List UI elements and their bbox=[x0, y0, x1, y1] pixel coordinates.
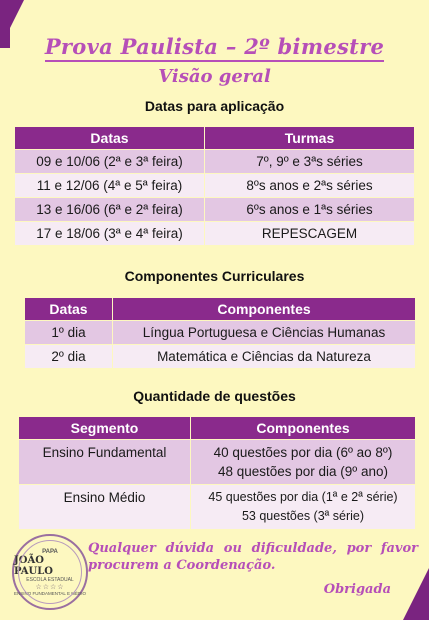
table-cell: 17 e 18/06 (3ª e 4ª feira) bbox=[15, 222, 205, 246]
corner-decoration-bottom-right bbox=[403, 568, 429, 620]
table-questoes bbox=[18, 416, 416, 530]
table-cell: 6ºs anos e 1ªs séries bbox=[205, 198, 415, 222]
table-cell: 13 e 16/06 (6ª e 2ª feira) bbox=[15, 198, 205, 222]
column-header: Componentes bbox=[113, 298, 416, 321]
column-header: Turmas bbox=[205, 127, 415, 150]
column-header: Componentes bbox=[191, 417, 416, 440]
section-title-questoes: Quantidade de questões bbox=[133, 388, 296, 404]
school-logo bbox=[12, 534, 88, 610]
column-header: Datas bbox=[15, 127, 205, 150]
table-cell: 11 e 12/06 (4ª e 5ª feira) bbox=[15, 174, 205, 198]
table-cell: 2º dia bbox=[25, 345, 113, 369]
cell-line: 48 questões por dia (9º ano) bbox=[217, 464, 389, 479]
table-row bbox=[15, 174, 415, 198]
logo-top-text: PAPA bbox=[42, 548, 58, 555]
table-cell: 1º dia bbox=[25, 321, 113, 345]
table-cell bbox=[191, 440, 416, 485]
logo-sub-text: ESCOLA ESTADUAL bbox=[26, 576, 74, 583]
table-row bbox=[15, 150, 415, 174]
table-componentes bbox=[24, 297, 416, 369]
table-cell: 8ºs anos e 2ªs séries bbox=[205, 174, 415, 198]
cell-line: 40 questões por dia (6º ao 8º) bbox=[213, 445, 393, 460]
table-row bbox=[15, 222, 415, 246]
table-row bbox=[15, 198, 415, 222]
footer-signature: Obrigada bbox=[323, 582, 391, 597]
section-title-componentes: Componentes Curriculares bbox=[124, 268, 305, 284]
table-header bbox=[25, 298, 416, 321]
footer-note: Qualquer dúvida ou dificuldade, por favor procurem a Coordenação. bbox=[88, 541, 418, 573]
table-datas-aplicacao bbox=[14, 126, 415, 246]
table-header bbox=[19, 417, 416, 440]
page-subtitle: Visão geral bbox=[158, 66, 271, 87]
table-row bbox=[25, 321, 416, 345]
table-row bbox=[19, 485, 416, 530]
star-icon: ☆☆☆☆ bbox=[35, 583, 65, 591]
table-row bbox=[25, 345, 416, 369]
table-cell: REPESCAGEM bbox=[205, 222, 415, 246]
logo-name: JOÃO PAULO bbox=[14, 554, 54, 577]
table-cell: Ensino Fundamental bbox=[19, 440, 191, 485]
table-cell: Ensino Médio bbox=[19, 485, 191, 530]
logo-bottom-text: ENSINO FUNDAMENTAL E MÉDIO bbox=[14, 590, 87, 596]
page-title: Prova Paulista – 2º bimestre bbox=[0, 34, 429, 62]
table-cell: Língua Portuguesa e Ciências Humanas bbox=[113, 321, 416, 345]
cell-line: 45 questões por dia (1ª e 2ª série) bbox=[208, 490, 398, 504]
table-header bbox=[15, 127, 415, 150]
table-cell: 7º, 9º e 3ªs séries bbox=[205, 150, 415, 174]
table-cell: Matemática e Ciências da Natureza bbox=[113, 345, 416, 369]
logo-ring bbox=[18, 540, 82, 604]
table-cell bbox=[191, 485, 416, 530]
column-header: Datas bbox=[25, 298, 113, 321]
table-row bbox=[19, 440, 416, 485]
section-title-aplicacao: Datas para aplicação bbox=[144, 98, 285, 114]
table-cell: 09 e 10/06 (2ª e 3ª feira) bbox=[15, 150, 205, 174]
cell-line: 53 questões (3ª série) bbox=[241, 509, 365, 523]
column-header: Segmento bbox=[19, 417, 191, 440]
